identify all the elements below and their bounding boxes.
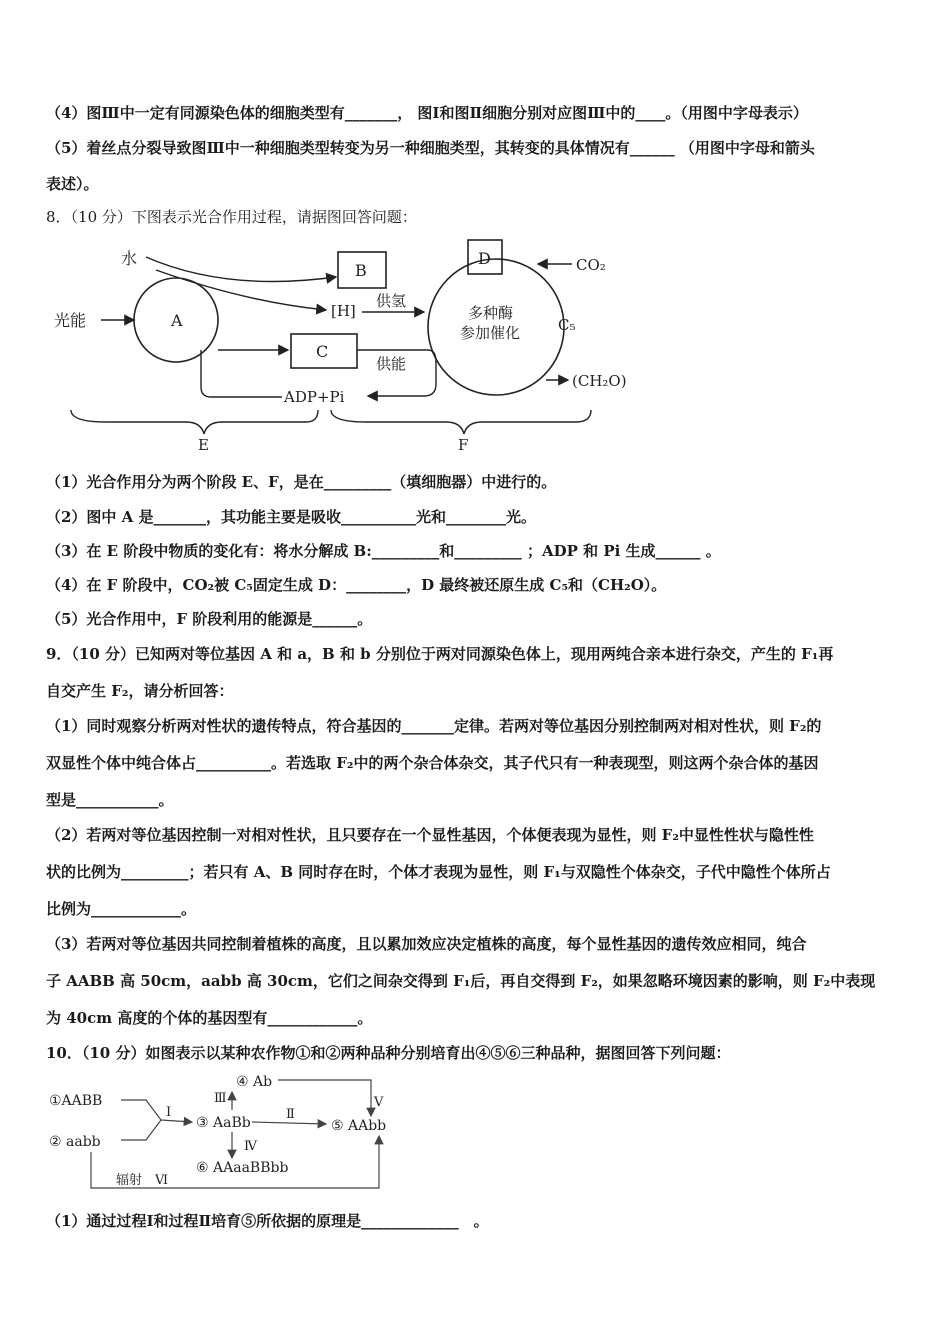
photosynthesis-diagram (46, 232, 646, 457)
water-label: 水 (121, 249, 138, 268)
q9-part1-line3: 型是___________。 (46, 791, 174, 809)
process2-label: Ⅱ (286, 1107, 295, 1122)
supply-energy-label: 供能 (376, 355, 407, 373)
hybrid3-label: ③ AaBb (196, 1115, 251, 1131)
label-f: F (458, 436, 469, 454)
breeding-diagram (46, 1072, 416, 1194)
variety6-label: ⑥ AAaaBBbb (196, 1160, 289, 1176)
q7-part5-line2: 表述）。 (46, 175, 99, 193)
brace-f (331, 410, 591, 434)
q10-part1: （1）通过过程Ⅰ和过程Ⅱ培育⑤所依据的原理是_____________ 。 (46, 1212, 489, 1230)
adp-label: ADP+Pi (284, 388, 345, 406)
q8-heading: 8．（10 分）下图表示光合作用过程，请据图回答问题： (46, 208, 417, 226)
q10-heading: 10．（10 分）如图表示以某种农作物①和②两种品种分别培育出④⑤⑥三种品种，据图回答下列问题： (46, 1044, 731, 1062)
variety5-label: ⑤ AAbb (331, 1118, 387, 1134)
water-to-h-arrow (156, 270, 326, 310)
q7-part4: （4）图Ⅲ中一定有同源染色体的细胞类型有_______， 图Ⅰ和图Ⅱ细胞分别对应图Ⅲ中的____。（用图中字母表示） (46, 104, 808, 122)
cross-join-lines (121, 1100, 161, 1140)
process1-label: Ⅰ (166, 1105, 172, 1120)
co2-label: CO₂ (576, 256, 606, 274)
q9-heading-line2: 自交产生 F₂，请分析回答： (46, 682, 234, 700)
q8-part1: （1）光合作用分为两个阶段 E、F，是在_________（填细胞器）中进行的。 (46, 473, 557, 491)
q9-part2-line2: 状的比例为_________；若只有 A、B 同时存在时，个体才表现为显性，则 F₁与双隐性个体杂交，子代中隐性个体所占 (46, 863, 831, 881)
q9-part3-line3: 为 40cm 高度的个体的基因型有____________。 (46, 1009, 373, 1027)
c5-label: C₅ (558, 316, 576, 334)
label-h: [H] (331, 302, 356, 320)
q8-part5: （5）光合作用中，F 阶段利用的能源是______。 (46, 610, 373, 628)
label-a: A (171, 311, 183, 330)
supply-h-label: 供氢 (376, 292, 407, 310)
q8-part2: （2）图中 A 是_______，其功能主要是吸收__________光和________光。 (46, 508, 537, 526)
adp-to-a-line (201, 350, 282, 397)
process3-label: Ⅲ (214, 1091, 227, 1106)
variety4-label: ④ Ab (236, 1074, 273, 1090)
label-d: D (478, 249, 491, 268)
q9-part1-line2: 双显性个体中纯合体占__________。若选取 F₂中的两个杂合体杂交，其子代只有一种表现型，则这两个杂合体的基因 (46, 754, 819, 772)
label-c: C (316, 342, 329, 361)
q7-part5-line1: （5）着丝点分裂导致图Ⅲ中一种细胞类型转变为另一种细胞类型，其转变的具体情况有______ （用图中字母和箭头 (46, 139, 815, 157)
parent2-label: ② aabb (49, 1134, 101, 1150)
process4-label: Ⅳ (244, 1139, 257, 1154)
q9-part2-line3: 比例为____________。 (46, 900, 197, 918)
f1-to-aabb-arrow (252, 1122, 326, 1124)
cross-to-f1-arrow (161, 1120, 192, 1122)
q9-part3-line2: 子 AABB 高 50cm，aabb 高 30cm，它们之间杂交得到 F₁后，再自交得到 F₂，如果忽略环境因素的影响，则 F₂中表现 (46, 972, 876, 990)
q9-part2-line1: （2）若两对等位基因控制一对相对性状，且只要存在一个显性基因，个体便表现为显性，则 F₂中显性性状与隐性性 (46, 826, 814, 844)
q8-part4: （4）在 F 阶段中，CO₂被 C₅固定生成 D：________，D 最终被还原生成 C₅和（CH₂O）。 (46, 576, 667, 594)
process6-label: 辐射 Ⅵ (116, 1173, 169, 1188)
enzyme-label-1: 多种酶 (468, 304, 514, 322)
label-e: E (198, 436, 209, 454)
q9-part3-line1: （3）若两对等位基因共同控制着植株的高度，且以累加效应决定植株的高度，每个显性基因的遗传效应相同，纯合 (46, 935, 807, 953)
q9-heading-line1: 9．（10 分）已知两对等位基因 A 和 a，B 和 b 分别位于两对同源染色体上，现用两纯合亲本进行杂交，产生的 F₁再 (46, 645, 834, 663)
parent1-label: ①AABB (49, 1093, 103, 1109)
q8-part3: （3）在 E 阶段中物质的变化有：将水分解成 B:_________和_________ ；ADP 和 Pi 生成______ 。 (46, 542, 721, 560)
enzyme-label-2: 参加催化 (460, 324, 521, 342)
ch2o-label: (CH₂O) (572, 372, 627, 390)
process5-label: Ⅴ (374, 1095, 384, 1110)
q9-part1-line1: （1）同时观察分析两对性状的遗传特点，符合基因的_______定律。若两对等位基因分别控制两对相对性状，则 F₂的 (46, 717, 822, 735)
brace-e (71, 410, 318, 434)
light-label: 光能 (54, 311, 87, 330)
label-b: B (355, 261, 367, 280)
